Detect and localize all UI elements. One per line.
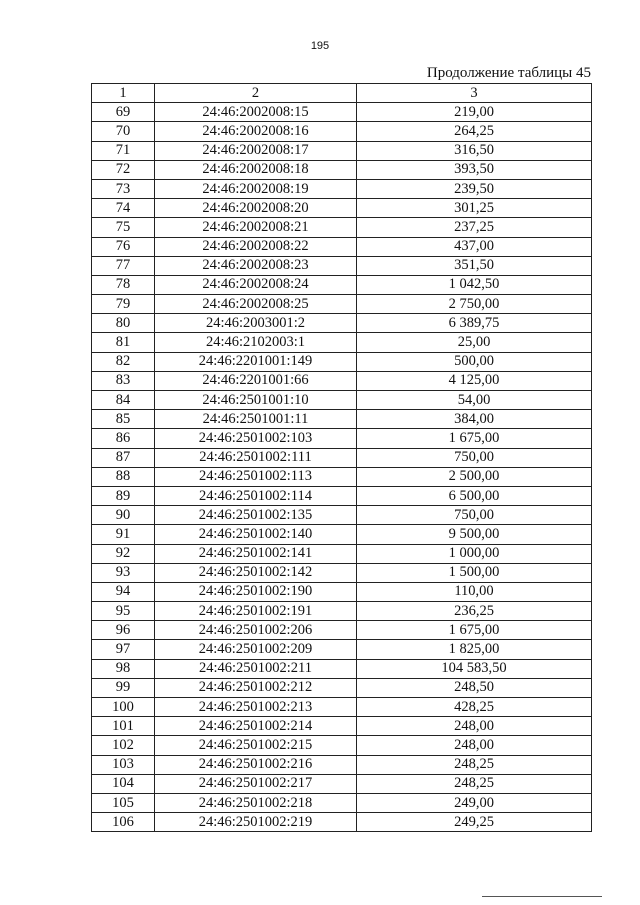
cadastral-number-cell: 24:46:2501002:216 [155,755,357,774]
table-row [92,160,592,179]
row-number-cell: 98 [92,659,155,678]
cadastral-number-cell: 24:46:2002008:15 [155,103,357,122]
table-header-row [92,84,592,103]
value-cell: 2 500,00 [357,467,592,486]
table-row [92,448,592,467]
value-cell: 750,00 [357,506,592,525]
value-cell: 25,00 [357,333,592,352]
table-row [92,295,592,314]
cadastral-number-cell: 24:46:2002008:19 [155,179,357,198]
header-cell-cadastral: 2 [155,84,357,103]
cadastral-number-cell: 24:46:2501002:191 [155,602,357,621]
cadastral-number-cell: 24:46:2501002:190 [155,582,357,601]
row-number-cell: 83 [92,371,155,390]
row-number-cell: 70 [92,122,155,141]
row-number-cell: 88 [92,467,155,486]
value-cell: 1 500,00 [357,563,592,582]
row-number-cell: 84 [92,391,155,410]
cadastral-number-cell: 24:46:2002008:24 [155,275,357,294]
table-caption: Продолжение таблицы 45 [426,65,591,81]
cadastral-number-cell: 24:46:2501002:219 [155,813,357,832]
row-number-cell: 86 [92,429,155,448]
cadastral-number-cell: 24:46:2201001:66 [155,371,357,390]
table-row [92,736,592,755]
table-row [92,755,592,774]
value-cell: 384,00 [357,410,592,429]
row-number-cell: 92 [92,544,155,563]
value-cell: 1 675,00 [357,429,592,448]
cadastral-number-cell: 24:46:2201001:149 [155,352,357,371]
cadastral-number-cell: 24:46:2003001:2 [155,314,357,333]
cadastral-number-cell: 24:46:2002008:22 [155,237,357,256]
value-cell: 1 825,00 [357,640,592,659]
cadastral-number-cell: 24:46:2501002:209 [155,640,357,659]
row-number-cell: 72 [92,160,155,179]
value-cell: 1 042,50 [357,275,592,294]
table-row [92,659,592,678]
value-cell: 4 125,00 [357,371,592,390]
data-table [91,83,592,832]
table-row [92,602,592,621]
value-cell: 239,50 [357,179,592,198]
header-cell-value: 3 [357,84,592,103]
row-number-cell: 101 [92,717,155,736]
table-row [92,640,592,659]
row-number-cell: 97 [92,640,155,659]
cadastral-number-cell: 24:46:2501002:218 [155,793,357,812]
row-number-cell: 80 [92,314,155,333]
table-row [92,122,592,141]
value-cell: 104 583,50 [357,659,592,678]
table-row [92,467,592,486]
row-number-cell: 73 [92,179,155,198]
table-row [92,793,592,812]
table-row [92,429,592,448]
cadastral-number-cell: 24:46:2002008:20 [155,199,357,218]
row-number-cell: 74 [92,199,155,218]
value-cell: 1 675,00 [357,621,592,640]
row-number-cell: 102 [92,736,155,755]
row-number-cell: 105 [92,793,155,812]
value-cell: 264,25 [357,122,592,141]
cadastral-number-cell: 24:46:2501002:211 [155,659,357,678]
value-cell: 6 389,75 [357,314,592,333]
value-cell: 301,25 [357,199,592,218]
value-cell: 351,50 [357,256,592,275]
table-row [92,506,592,525]
row-number-cell: 71 [92,141,155,160]
cadastral-number-cell: 24:46:2501002:215 [155,736,357,755]
value-cell: 428,25 [357,698,592,717]
row-number-cell: 100 [92,698,155,717]
cadastral-number-cell: 24:46:2501001:10 [155,391,357,410]
value-cell: 54,00 [357,391,592,410]
row-number-cell: 93 [92,563,155,582]
value-cell: 248,00 [357,736,592,755]
table-row [92,813,592,832]
table-row [92,333,592,352]
cadastral-number-cell: 24:46:2501002:206 [155,621,357,640]
table-row [92,525,592,544]
table-body [92,84,592,832]
value-cell: 248,25 [357,755,592,774]
value-cell: 110,00 [357,582,592,601]
row-number-cell: 90 [92,506,155,525]
table-row [92,352,592,371]
table-row [92,486,592,505]
value-cell: 236,25 [357,602,592,621]
table-row [92,179,592,198]
header-cell-number: 1 [92,84,155,103]
row-number-cell: 89 [92,486,155,505]
cadastral-number-cell: 24:46:2501002:103 [155,429,357,448]
cadastral-number-cell: 24:46:2002008:17 [155,141,357,160]
row-number-cell: 79 [92,295,155,314]
table-row [92,103,592,122]
value-cell: 248,25 [357,774,592,793]
row-number-cell: 77 [92,256,155,275]
table-row [92,275,592,294]
table-row [92,410,592,429]
value-cell: 248,50 [357,678,592,697]
cadastral-number-cell: 24:46:2002008:21 [155,218,357,237]
table-row [92,371,592,390]
table-row [92,544,592,563]
cadastral-number-cell: 24:46:2501002:212 [155,678,357,697]
row-number-cell: 85 [92,410,155,429]
row-number-cell: 78 [92,275,155,294]
cadastral-number-cell: 24:46:2501001:11 [155,410,357,429]
table-row [92,218,592,237]
table-row [92,563,592,582]
value-cell: 248,00 [357,717,592,736]
value-cell: 1 000,00 [357,544,592,563]
row-number-cell: 69 [92,103,155,122]
table-row [92,582,592,601]
value-cell: 750,00 [357,448,592,467]
value-cell: 500,00 [357,352,592,371]
value-cell: 316,50 [357,141,592,160]
cadastral-number-cell: 24:46:2501002:217 [155,774,357,793]
table-row [92,774,592,793]
value-cell: 249,25 [357,813,592,832]
row-number-cell: 81 [92,333,155,352]
table-row [92,256,592,275]
value-cell: 437,00 [357,237,592,256]
scan-artifact-line [482,896,602,897]
table-row [92,237,592,256]
value-cell: 6 500,00 [357,486,592,505]
table-row [92,698,592,717]
table-row [92,314,592,333]
value-cell: 219,00 [357,103,592,122]
value-cell: 237,25 [357,218,592,237]
table-row [92,621,592,640]
row-number-cell: 87 [92,448,155,467]
cadastral-number-cell: 24:46:2002008:23 [155,256,357,275]
table-row [92,391,592,410]
row-number-cell: 75 [92,218,155,237]
cadastral-number-cell: 24:46:2002008:18 [155,160,357,179]
row-number-cell: 76 [92,237,155,256]
cadastral-number-cell: 24:46:2501002:142 [155,563,357,582]
cadastral-number-cell: 24:46:2501002:214 [155,717,357,736]
table-row [92,717,592,736]
cadastral-number-cell: 24:46:2501002:140 [155,525,357,544]
cadastral-number-cell: 24:46:2501002:111 [155,448,357,467]
value-cell: 9 500,00 [357,525,592,544]
page-number: 195 [310,40,330,52]
row-number-cell: 96 [92,621,155,640]
cadastral-number-cell: 24:46:2501002:113 [155,467,357,486]
row-number-cell: 91 [92,525,155,544]
row-number-cell: 94 [92,582,155,601]
row-number-cell: 82 [92,352,155,371]
cadastral-number-cell: 24:46:2501002:114 [155,486,357,505]
value-cell: 393,50 [357,160,592,179]
cadastral-number-cell: 24:46:2501002:135 [155,506,357,525]
cadastral-number-cell: 24:46:2501002:141 [155,544,357,563]
table-row [92,199,592,218]
row-number-cell: 104 [92,774,155,793]
cadastral-number-cell: 24:46:2501002:213 [155,698,357,717]
value-cell: 2 750,00 [357,295,592,314]
row-number-cell: 103 [92,755,155,774]
row-number-cell: 106 [92,813,155,832]
table-row [92,678,592,697]
row-number-cell: 95 [92,602,155,621]
row-number-cell: 99 [92,678,155,697]
cadastral-number-cell: 24:46:2002008:16 [155,122,357,141]
table-row [92,141,592,160]
value-cell: 249,00 [357,793,592,812]
cadastral-number-cell: 24:46:2002008:25 [155,295,357,314]
cadastral-number-cell: 24:46:2102003:1 [155,333,357,352]
